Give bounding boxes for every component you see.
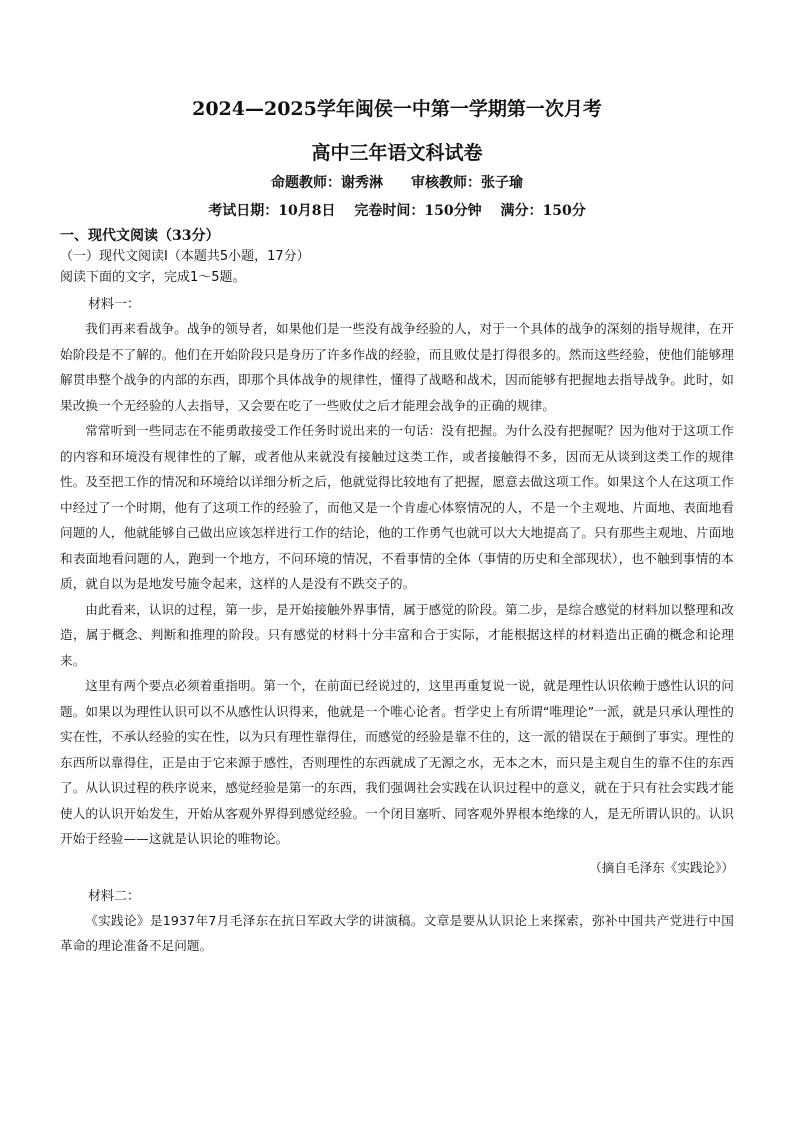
exam-info-text: 考试日期：10月8日 完卷时间：150分钟 满分：150分 [208,203,586,219]
section-heading: 一、现代文阅读（33分） [60,228,220,244]
material-one-label: 材料一： [88,297,141,312]
material-one-source: （摘自毛泽东《实践论》） [589,859,734,875]
teacher-info-text: 命题教师：谢秀淋 审核教师：张子瑜 [271,175,523,191]
material-two-paragraph: 《实践论》是1937年7月毛泽东在抗日军政大学的讲演稿。文章是要从认识论上来探索，弥补中国共产党进行中国革命的理论准备不足问题。 [60,912,734,953]
teacher-info [60,172,734,194]
material-one-paragraph: 常常听到一些同志在不能勇敢接受工作任务时说出来的一句话：没有把握。为什么没有把握呢？因为他对于这项工作的内容和环境没有规律性的了解，或者他从来就没有接触过这类工作，或者接触得不多，因而无从谈到这类工作的规律性。及至把工作的情况和环境给以详细分析之后，他就觉得比较地有了把握，愿意去做这项工作。如果这个人在这项工作中经过了一个时期，他有了这项工作的经验了，而他又是一个肯虚心体察情况的人，不是一个主观地、片面地、表面地看问题的人，他就能够自己做出应该怎样进行工作的结论，他的工作勇气也就可以大大地提高了。只有那些主观地、片面地和表面地看问题的人，跑到一个地方，不问环境的情况，不看事情的全体（事情的历史和全部现状），也不触到事情的本质，就自以为是地发号施令起来，这样的人是没有不跌交子的。 [60,423,734,591]
subsection-heading: （一）现代文阅读Ⅰ（本题共5小题，17分） [60,249,310,264]
material-one-paragraph: 我们再来看战争。战争的领导者，如果他们是一些没有战争经验的人，对于一个具体的战争的深刻的指导规律，在开始阶段是不了解的。他们在开始阶段只是身历了许多作战的经验，而且败仗是打得很多的。然而这些经验，使他们能够理解贯串整个战争的内部的东西，即那个具体战争的规律性，懂得了战略和战术，因而能够有把握地去指导战争。此时，如果改换一个无经验的人去指导，又会要在吃了一些败仗之后才能理会战争的正确的规律。 [60,321,734,413]
exam-subtitle: 高中三年语文科试卷 [311,142,483,164]
exam-title: 2024—2025学年闽侯一中第一学期第一次月考 [192,98,602,120]
material-one-paragraph: 由此看来，认识的过程，第一步，是开始接触外界事情，属于感觉的阶段。第二步，是综合感觉的材料加以整理和改造，属于概念、判断和推理的阶段。只有感觉的材料十分丰富和合于实际，才能根据这样的材料造出正确的概念和论理来。 [60,601,734,668]
material-one-paragraph: 这里有两个要点必须着重指明。第一个，在前面已经说过的，这里再重复说一说，就是理性认识依赖于感性认识的问题。如果以为理性认识可以不从感性认识得来，他就是一个唯心论者。哲学史上有所谓“唯理论”一派，就是只承认理性的实在性，不承认经验的实在性，以为只有理性靠得住，而感觉的经验是靠不住的，这一派的错误在于颠倒了事实。理性的东西所以靠得住，正是由于它来源于感性，否则理性的东西就成了无源之水，无本之木，而只是主观自生的靠不住的东西了。从认识过程的秩序说来，感觉经验是第一的东西，我们强调社会实践在认识过程中的意义，就在于只有社会实践才能使人的认识开始发生，开始从客观外界得到感觉经验。一个闭目塞听、同客观外界根本绝缘的人，是无所谓认识的。认识开始于经验——这就是认识论的唯物论。 [60,678,734,846]
reading-instruction: 阅读下面的文字，完成1～5题。 [60,270,246,285]
material-two-label: 材料二： [88,888,141,904]
exam-info [60,200,734,222]
